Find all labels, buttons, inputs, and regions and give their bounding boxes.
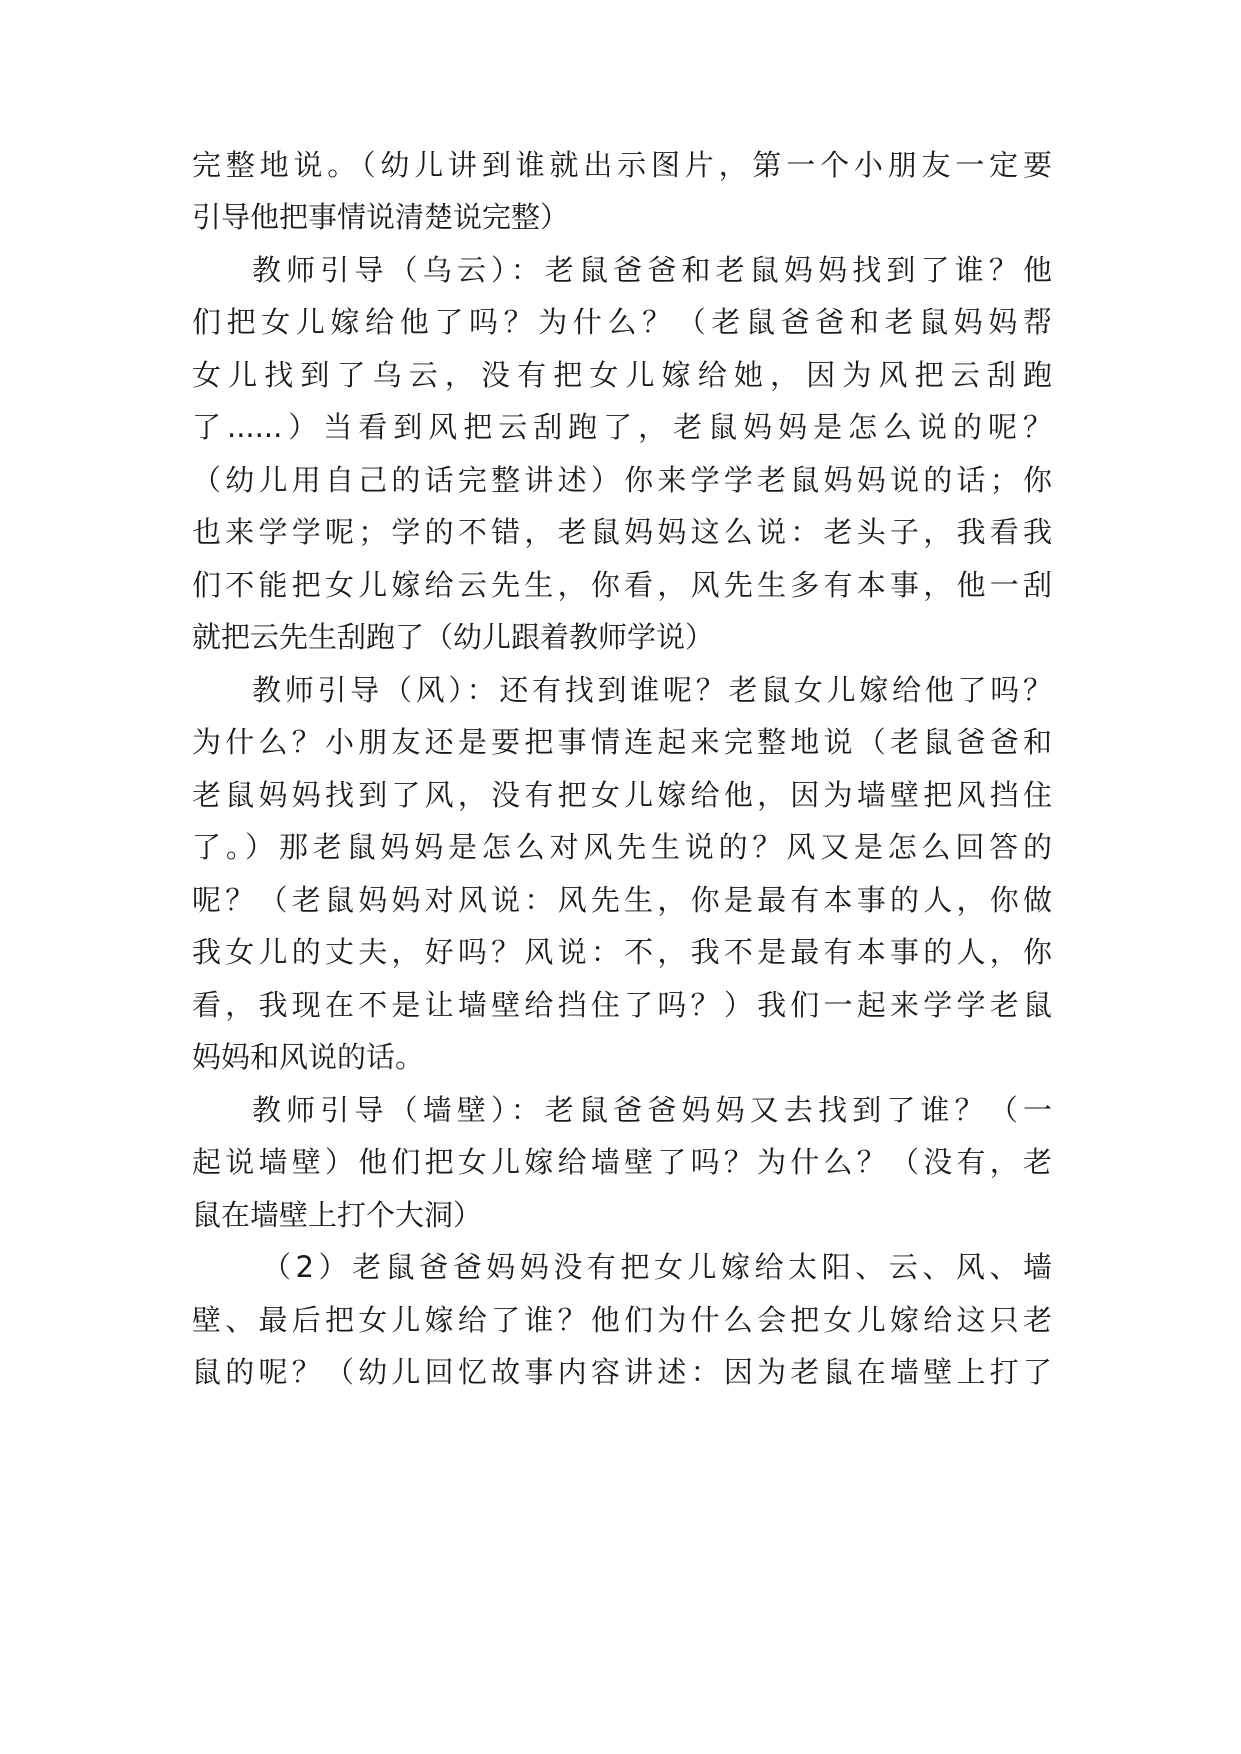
text-line: 完整地说。（幼儿讲到谁就出示图片，第一个小朋友一定要 — [192, 148, 1052, 182]
text-line: 就把云先生刮跑了（幼儿跟着教师学说） — [192, 620, 715, 654]
text-line: 们把女儿嫁给他了吗？为什么？（老鼠爸爸和老鼠妈妈帮 — [192, 305, 1052, 339]
text-line: 看，我现在不是让墙壁给挡住了吗？）我们一起来学学老鼠 — [192, 988, 1052, 1022]
text-line: 了。）那老鼠妈妈是怎么对风先生说的？风又是怎么回答的 — [192, 830, 1052, 864]
text-line: 教师引导（墙壁）：老鼠爸爸妈妈又去找到了谁？（一 — [252, 1093, 1052, 1127]
text-line: 也来学学呢；学的不错，老鼠妈妈这么说：老头子，我看我 — [192, 515, 1052, 549]
text-line: 教师引导（风）：还有找到谁呢？老鼠女儿嫁给他了吗？ — [252, 673, 1052, 707]
text-line: 鼠的呢？（幼儿回忆故事内容讲述：因为老鼠在墙壁上打了 — [192, 1355, 1052, 1389]
text-line: 呢？（老鼠妈妈对风说：风先生，你是最有本事的人，你做 — [192, 883, 1052, 917]
text-line: 我女儿的丈夫，好吗？风说：不，我不是最有本事的人，你 — [192, 935, 1052, 969]
text-line: 女儿找到了乌云，没有把女儿嫁给她，因为风把云刮跑 — [192, 358, 1052, 392]
text-line: 老鼠妈妈找到了风，没有把女儿嫁给他，因为墙壁把风挡住 — [192, 778, 1052, 812]
text-line: （2）老鼠爸爸妈妈没有把女儿嫁给太阳、云、风、墙 — [262, 1250, 1052, 1284]
text-line: （幼儿用自己的话完整讲述）你来学学老鼠妈妈说的话；你 — [192, 463, 1052, 497]
text-line: 起说墙壁）他们把女儿嫁给墙壁了吗？为什么？（没有，老 — [192, 1145, 1052, 1179]
text-line: 妈妈和风说的话。 — [192, 1040, 425, 1074]
text-line: 壁、最后把女儿嫁给了谁？他们为什么会把女儿嫁给这只老 — [192, 1303, 1052, 1337]
text-line: 教师引导（乌云）：老鼠爸爸和老鼠妈妈找到了谁？他 — [252, 253, 1052, 287]
text-line: 鼠在墙壁上打个大洞） — [192, 1198, 483, 1232]
text-line: 们不能把女儿嫁给云先生，你看，风先生多有本事，他一刮 — [192, 568, 1052, 602]
text-line: 为什么？小朋友还是要把事情连起来完整地说（老鼠爸爸和 — [192, 725, 1052, 759]
text-line: 了......）当看到风把云刮跑了，老鼠妈妈是怎么说的呢？ — [192, 410, 1052, 444]
text-line: 引导他把事情说清楚说完整） — [192, 200, 570, 234]
